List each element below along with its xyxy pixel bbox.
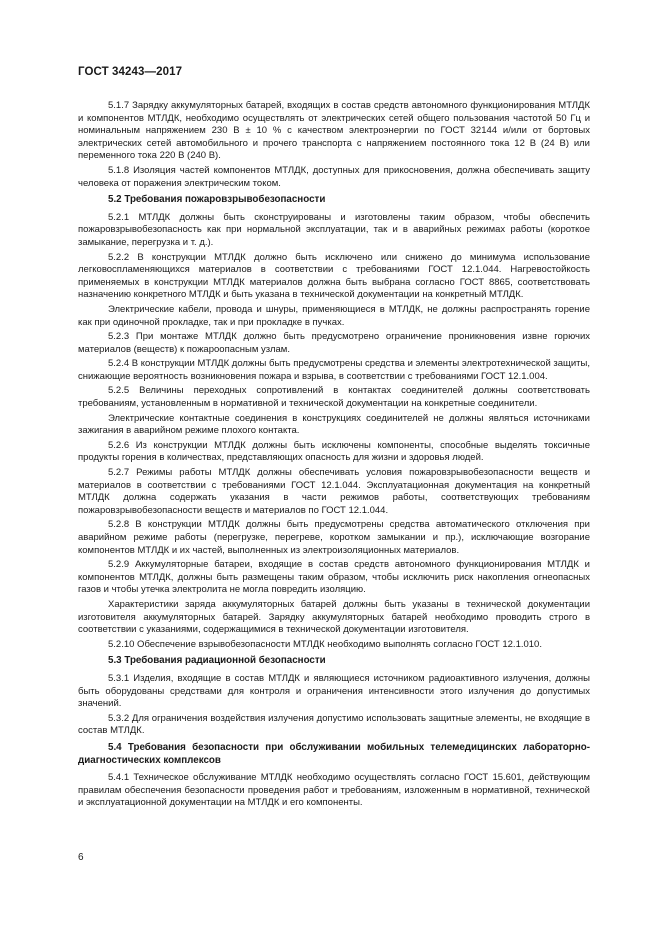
paragraph: Электрические кабели, провода и шнуры, применяющиеся в МТЛДК, не должны распространять горение как при одиночной прокладке, так и при прокладке в пучках. <box>78 303 590 328</box>
paragraph: 5.3.2 Для ограничения воздействия излучения допустимо использовать защитные элементы, не входящие в состав МТЛДК. <box>78 712 590 737</box>
paragraph: 5.2.1 МТЛДК должны быть сконструированы и изготовлены таким образом, чтобы обеспечить пожаровзрывобезопасность как при нормальной эксплуатации, так и в аварийных режимах работы (короткое замыкание, перегрузка и т. д.). <box>78 211 590 248</box>
paragraph: 5.1.7 Зарядку аккумуляторных батарей, входящих в состав средств автономного функционирования МТЛДК и компонентов МТЛДК, необходимо осуществлять от электрических сетей общего пользования частотой 50 Гц и номинальным напряжением 230 В ± 10 % с качеством электроэнергии по ГОСТ 32144 и/или от бортовых электрических сетей автомобильного и прочего транспорта с напряжением постоянного тока 12 В (24 В) или переменного тока 220 В (240 В). <box>78 100 590 162</box>
page-number: 6 <box>78 852 84 863</box>
paragraph: 5.2.8 В конструкции МТЛДК должны быть предусмотрены средства автоматического отключения при аварийном режиме работы (перегрузке, перегреве, коротком замыкании и пр.), исключающие возгорание компонентов МТЛДК и их частей, выполненных из электроизоляционных материалов. <box>78 519 590 556</box>
paragraph: 5.2.2 В конструкции МТЛДК должно быть исключено или снижено до минимума использование легковоспламеняющихся материалов в соответствии с требованиями ГОСТ 12.1.044. Нагревостойкость применяемых в конструкции МТЛДК материалов должна быть выбрана согласно ГОСТ 8865, соответствовать назначению конкретного МТЛДК и быть указана в технической документации на конкретный МТЛДК. <box>78 251 590 301</box>
paragraph: 5.4.1 Техническое обслуживание МТЛДК необходимо осуществлять согласно ГОСТ 15.601, действующим правилам обеспечения безопасности проведения работ и требованиям, изложенным в нормативной, технической и эксплуатационной документации на МТЛДК и его компоненты. <box>78 772 590 809</box>
paragraph: 5.1.8 Изоляция частей компонентов МТЛДК, доступных для прикосновения, должна обеспечивать защиту человека от поражения электрическим током. <box>78 164 590 189</box>
section-heading: 5.3 Требования радиационной безопасности <box>108 655 326 667</box>
section-heading: 5.4 Требования безопасности при обслуживании мобильных телемедицинских лабораторно-диагностических комплексов <box>78 741 590 766</box>
document-body <box>78 100 590 812</box>
paragraph: 5.2.9 Аккумуляторные батареи, входящие в состав средств автономного функционирования МТЛДК и компонентов МТЛДК, должны быть размещены таким образом, чтобы исключить риск накопления огнеопасных газов и чтобы утечка электролита не могла повредить изоляцию. <box>78 559 590 596</box>
paragraph: 5.2.10 Обеспечение взрывобезопасности МТЛДК необходимо выполнять согласно ГОСТ 12.1.010. <box>108 638 542 650</box>
paragraph: 5.2.3 При монтаже МТЛДК должно быть предусмотрено ограничение проникновения извне горючих материалов (веществ) к пожароопасным узлам. <box>78 331 590 355</box>
paragraph: 5.2.4 В конструкции МТЛДК должны быть предусмотрены средства и элементы электротехнической защиты, снижающие вероятность возникновения пожара и взрыва, в соответствии с требованиями ГОСТ 12.1.004. <box>78 358 590 382</box>
section-heading: 5.2 Требования пожаровзрывобезопасности <box>108 194 326 206</box>
paragraph: 5.2.7 Режимы работы МТЛДК должны обеспечивать условия пожаровзрывобезопасности веществ и материалов в соответствии с требованиями ГОСТ 12.1.044. Эксплуатационная документация на конкретный МТЛДК должна содержать указания в части режимов работы, соответствующих требованиям пожаровзрывобезопасности веществ и материалов по ГОСТ 12.1.044. <box>78 467 590 516</box>
paragraph: 5.2.6 Из конструкции МТЛДК должны быть исключены компоненты, способные выделять токсичные продукты горения в количествах, представляющих опасность для жизни и здоровья людей. <box>78 439 590 464</box>
paragraph: 5.3.1 Изделия, входящие в состав МТЛДК и являющиеся источником радиоактивного излучения, должны быть оборудованы средствами для контроля и ограничения интенсивности этого излучения до допустимых значений. <box>78 672 590 710</box>
standard-header: ГОСТ 34243—2017 <box>78 66 183 78</box>
paragraph: Характеристики заряда аккумуляторных батарей должны быть указаны в технической документации изготовителя аккумуляторных батарей. Зарядку аккумуляторных батарей необходимо проводить строго в соответствии с указаниями, содержащимися в технической документации изготовителя. <box>78 598 590 636</box>
paragraph: Электрические контактные соединения в конструкциях соединителей не должны являться источниками зажигания в аварийном режиме плохого контакта. <box>78 412 590 437</box>
paragraph: 5.2.5 Величины переходных сопротивлений в контактах соединителей должны соответствовать требованиям, установленным в нормативной и технической документации на конкретные соединители. <box>78 385 590 410</box>
